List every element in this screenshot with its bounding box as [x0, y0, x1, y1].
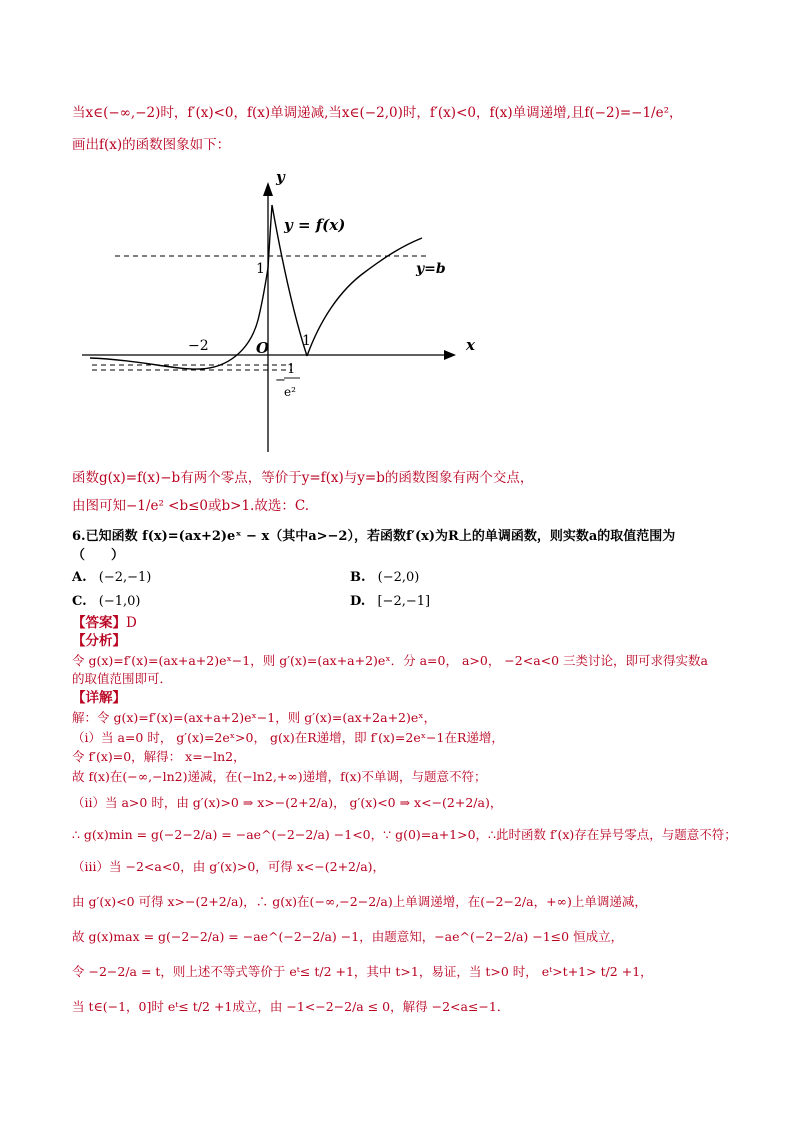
detail-line: （ⅲ）当 −2<a<0，由 g′(x)>0，可得 x<−(2+2/a)，: [72, 859, 386, 874]
intro-line-2: 画出f(x)的函数图象如下：: [72, 137, 231, 153]
y-axis-arrow: [263, 182, 273, 196]
detail-line: 令 f′(x)=0，解得： x=−ln2，: [72, 749, 246, 764]
min-label-minus: −: [275, 373, 286, 388]
post-graph-choice: C.: [294, 498, 309, 514]
option-b-label: B.: [350, 570, 366, 585]
option-d-text: [−2,−1]: [377, 594, 431, 609]
option-d: [350, 593, 430, 611]
line-label: y=b: [416, 261, 446, 277]
detail-line: （ⅰ）当 a=0 时， g′(x)=2eˣ>0， g(x)在R递增，即 f′(x)=2eˣ−1在R递增，: [72, 730, 504, 745]
answer-line: [72, 614, 137, 632]
question-paren: （ ）: [72, 548, 125, 563]
post-graph-line-2: [72, 497, 309, 515]
intro-line-1: 当x∈(−∞,−2)时，f′(x)<0，f(x)单调递减,当x∈(−2,0)时，f′(x)<0，f(x)单调递增,且f(−2)=−1/e²，: [72, 105, 683, 121]
answer-value: D: [126, 615, 137, 631]
detail-line: 故 f(x)在(−∞,−ln2)递减，在(−ln2,+∞)递增，f(x)不单调，与题意不符；: [72, 769, 487, 784]
detail-line: 令 −2−2/a = t，则上述不等式等价于 eᵗ≤ t/2 +1，其中 t>1，易证，当 t>0 时， eᵗ>t+1> t/2 +1，: [72, 964, 653, 979]
option-a-label: A.: [72, 570, 87, 585]
post-graph-text: 由图可知−1/e² <b≤0或b>1.故选：: [72, 498, 295, 514]
option-b: [350, 569, 419, 587]
min-label-numerator: 1: [287, 362, 296, 377]
detail-line: 由 g′(x)<0 可得 x>−(2+2/a)，∴ g(x)在(−∞,−2−2/a)上单调递增，在(−2−2/a，+∞)上单调递减，: [72, 894, 647, 909]
option-c-label: C.: [72, 594, 87, 609]
y-axis-label: y: [276, 168, 285, 186]
analysis-tag: 【分析】: [72, 633, 126, 649]
detail-line: 当 t∈(−1，0]时 eᵗ≤ t/2 +1成立，由 −1<−2−2/a ≤ 0，解得 −2<a≤−1．: [72, 999, 510, 1014]
question-stem: 6.已知函数 f(x)=(ax+2)eˣ − x（其中a>−2），若函数f′(x)为R上的单调函数，则实数a的取值范围为: [72, 529, 676, 544]
detail-line: ∴ g(x)min = g(−2−2/a) = −ae^(−2−2/a) −1<0，∵ g(0)=a+1>0，∴此时函数 f′(x)存在异号零点，与题意不符；: [72, 827, 737, 842]
tick-label-neg2: −2: [188, 338, 209, 354]
min-label-denominator: e²: [284, 385, 296, 399]
post-graph-line-1: 函数g(x)=f(x)−b有两个零点，等价于y=f(x)与y=b的函数图象有两个交点，: [72, 470, 534, 486]
option-c-text: (−1,0): [98, 594, 141, 609]
x-axis-label: x: [466, 336, 475, 354]
option-a: [72, 569, 151, 587]
tick-label-y-one: 1: [256, 261, 265, 277]
detail-line: （ⅱ）当 a>0 时，由 g′(x)>0 ⇒ x>−(2+2/a)， g′(x)<0 ⇒ x<−(2+2/a)，: [72, 795, 503, 810]
option-d-label: D.: [350, 594, 366, 609]
curve-label: y = f(x): [284, 216, 346, 234]
detail-line: 解：令 g(x)=f′(x)=(ax+a+2)eˣ−1，则 g′(x)=(ax+2a+2)eˣ，: [72, 710, 437, 725]
detail-line: 故 g(x)max = g(−2−2/a) = −ae^(−2−2/a) −1，由题意知，−ae^(−2−2/a) −1≤0 恒成立，: [72, 929, 624, 944]
function-graph: [0, 160, 794, 460]
option-c: [72, 593, 141, 611]
x-axis-arrow: [444, 350, 456, 360]
option-b-text: (−2,0): [377, 570, 420, 585]
answer-tag: 【答案】: [72, 615, 126, 631]
analysis-line-1: 令 g(x)=f′(x)=(ax+a+2)eˣ−1，则 g′(x)=(ax+a+2)eˣ．分 a=0， a>0， −2<a<0 三类讨论，即可求得实数a: [72, 653, 708, 668]
option-a-text: (−2,−1): [98, 570, 152, 585]
tick-label-x-one: 1: [302, 333, 311, 349]
detail-tag: 【详解】: [72, 690, 126, 706]
analysis-line-2: 的取值范围即可．: [72, 671, 173, 686]
origin-label: O: [256, 339, 270, 357]
